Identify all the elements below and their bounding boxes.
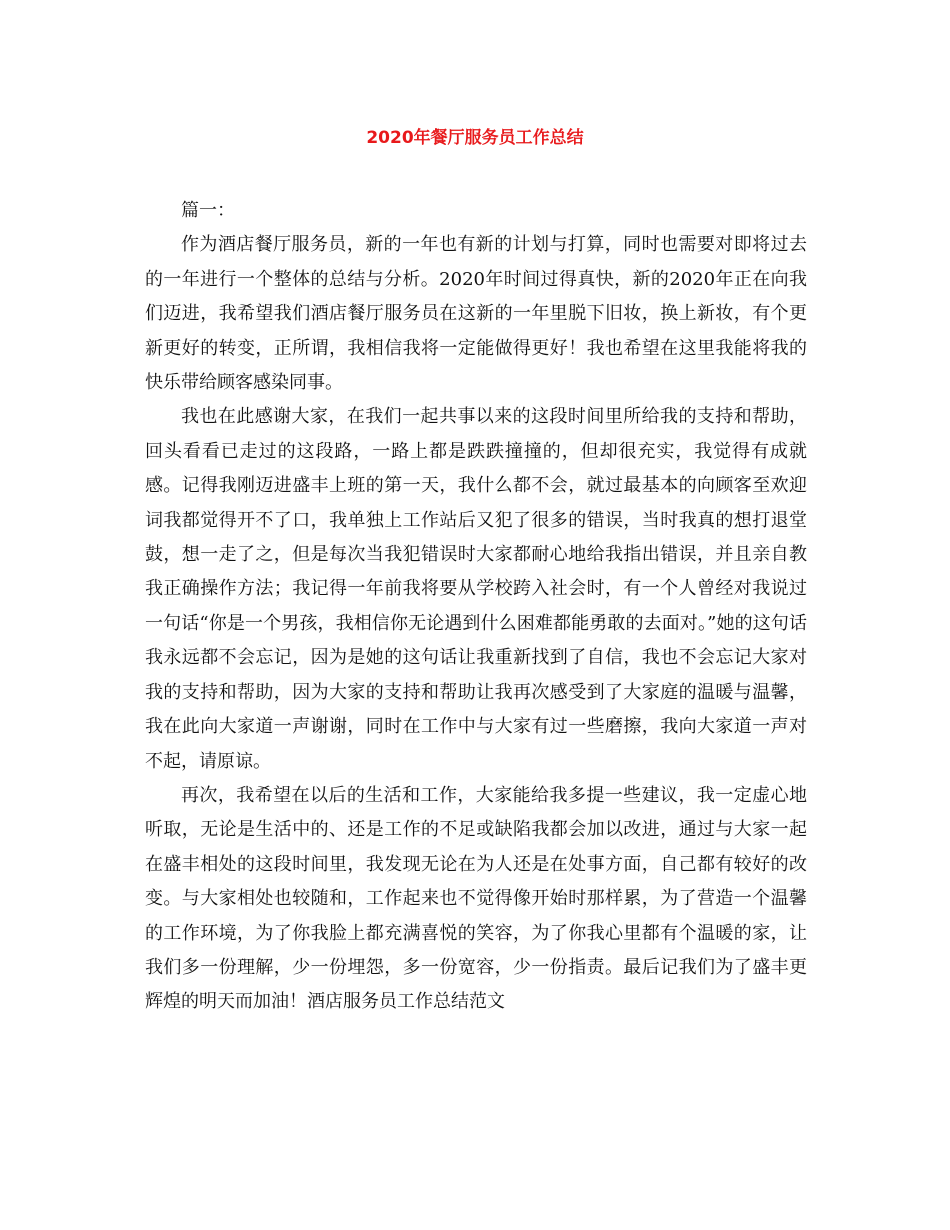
section-label: 篇一： [181, 200, 235, 221]
paragraph-2: 我也在此感谢大家，在我们一起共事以来的这段时间里所给我的支持和帮助，回头看看已走过的这段路，一路上都是跌跌撞撞的，但却很充实，我觉得有成就感。记得我刚迈进盛丰上班的第一天，我什么都不会，就过最基本的向顾客至欢迎词我都觉得开不了口，我单独上工作站后又犯了很多的错误，当时我真的想打退堂鼓，想一走了之，但是每次当我犯错误时大家都耐心地给我指出错误，并且亲自教我正确操作方法；我记得一年前我将要从学校跨入社会时，有一个人曾经对我说过一句话“你是一个男孩，我相信你无论遇到什么困难都能勇敢的去面对。”她的这句话我永远都不会忘记，因为是她的这句话让我重新找到了自信，我也不会忘记大家对我的支持和帮助，因为大家的支持和帮助让我再次感受到了大家庭的温暖与温馨，我在此向大家道一声谢谢，同时在工作中与大家有过一些磨擦，我向大家道一声对不起，请原谅。 [145, 406, 807, 772]
document-body [145, 194, 807, 1020]
paragraph-3: 再次，我希望在以后的生活和工作，大家能给我多提一些建议，我一定虚心地听取，无论是生活中的、还是工作的不足或缺陷我都会加以改进，通过与大家一起在盛丰相处的这段时间里，我发现无论在为人还是在处事方面，自己都有较好的改变。与大家相处也较随和，工作起来也不觉得像开始时那样累，为了营造一个温馨的工作环境，为了你我脸上都充满喜悦的笑容，为了你我心里都有个温暖的家，让我们多一份理解，少一份埋怨，多一份宽容，少一份指责。最后记我们为了盛丰更辉煌的明天而加油！酒店服务员工作总结范文 [145, 784, 807, 1013]
paragraph-1: 作为酒店餐厅服务员，新的一年也有新的计划与打算，同时也需要对即将过去的一年进行一个整体的总结与分析。2020年时间过得真快，新的2020年正在向我们迈进，我希望我们酒店餐厅服务员在这新的一年里脱下旧妆，换上新妆，有个更新更好的转变，正所谓，我相信我将一定能做得更好！我也希望在这里我能将我的快乐带给顾客感染同事。 [145, 234, 807, 394]
document-title: 2020年餐厅服务员工作总结 [366, 128, 584, 148]
